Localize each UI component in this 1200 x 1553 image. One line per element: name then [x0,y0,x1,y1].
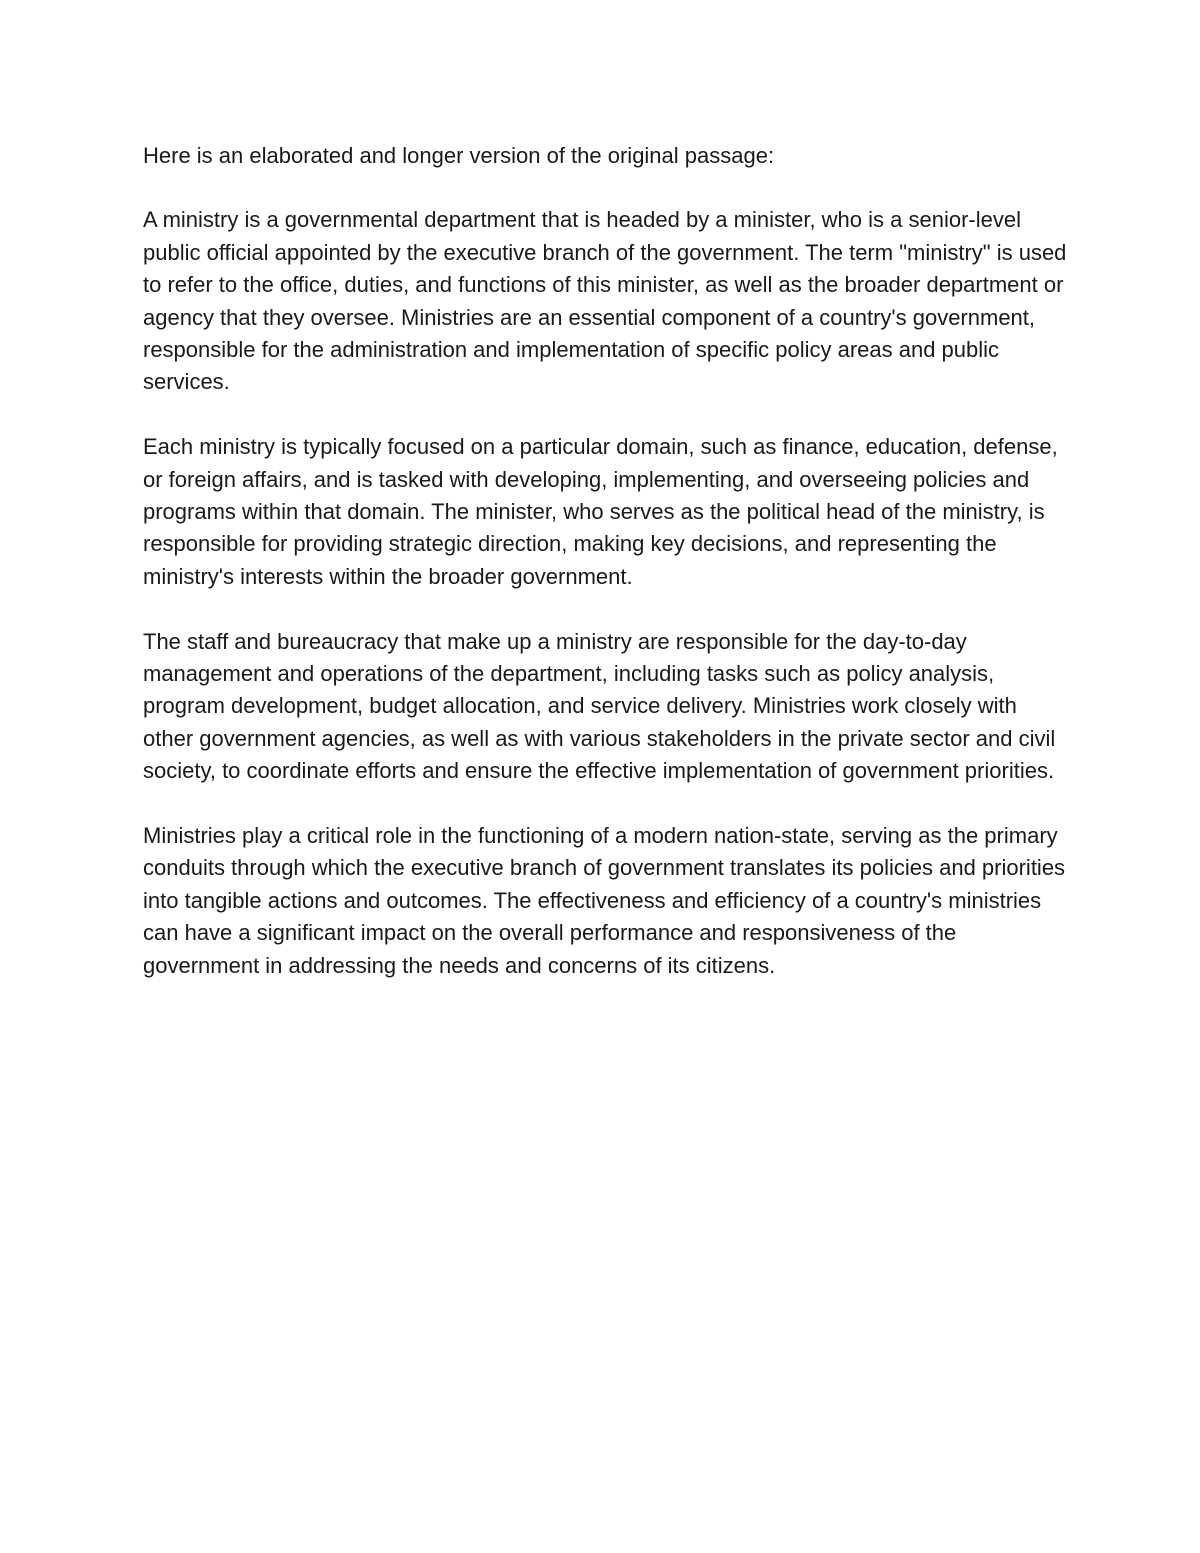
intro-line: Here is an elaborated and longer version of the original passage: [143,143,775,168]
paragraph-staff: The staff and bureaucracy that make up a ministry are responsible for the day-to-day management and operations of the department, including tasks such as policy analysis, program development, budget allocation, and service delivery. Ministries work closely with other government agencies, as well as with various stakeholders in the private sector and civil society, to coordinate efforts and ensure the effective implementation of government priorities. [143,628,1056,784]
paragraph-domain: Each ministry is typically focused on a particular domain, such as finance, education, defense, or foreign affairs, and is tasked with developing, implementing, and overseeing policies and programs within that domain. The minister, who serves as the political head of the ministry, is responsible for providing strategic direction, making key decisions, and representing the ministry's interests within the broader government. [143,434,1058,589]
document-body [143,140,1073,1015]
paragraph-definition: A ministry is a governmental department that is headed by a minister, who is a senior-level public official appointed by the executive branch of the government. The term "ministry" is used to refer to the office, duties, and functions of this minister, as well as the broader department or agency that they oversee. Ministries are an essential component of a country's government, responsible for the administration and implementation of specific policy areas and public services. [143,207,1067,395]
paragraph-role: Ministries play a critical role in the functioning of a modern nation-state, serving as the primary conduits through which the executive branch of government translates its policies and priorities into tangible actions and outcomes. The effectiveness and efficiency of a country's ministries can have a significant impact on the overall performance and responsiveness of the government in addressing the needs and concerns of its citizens. [143,823,1066,978]
